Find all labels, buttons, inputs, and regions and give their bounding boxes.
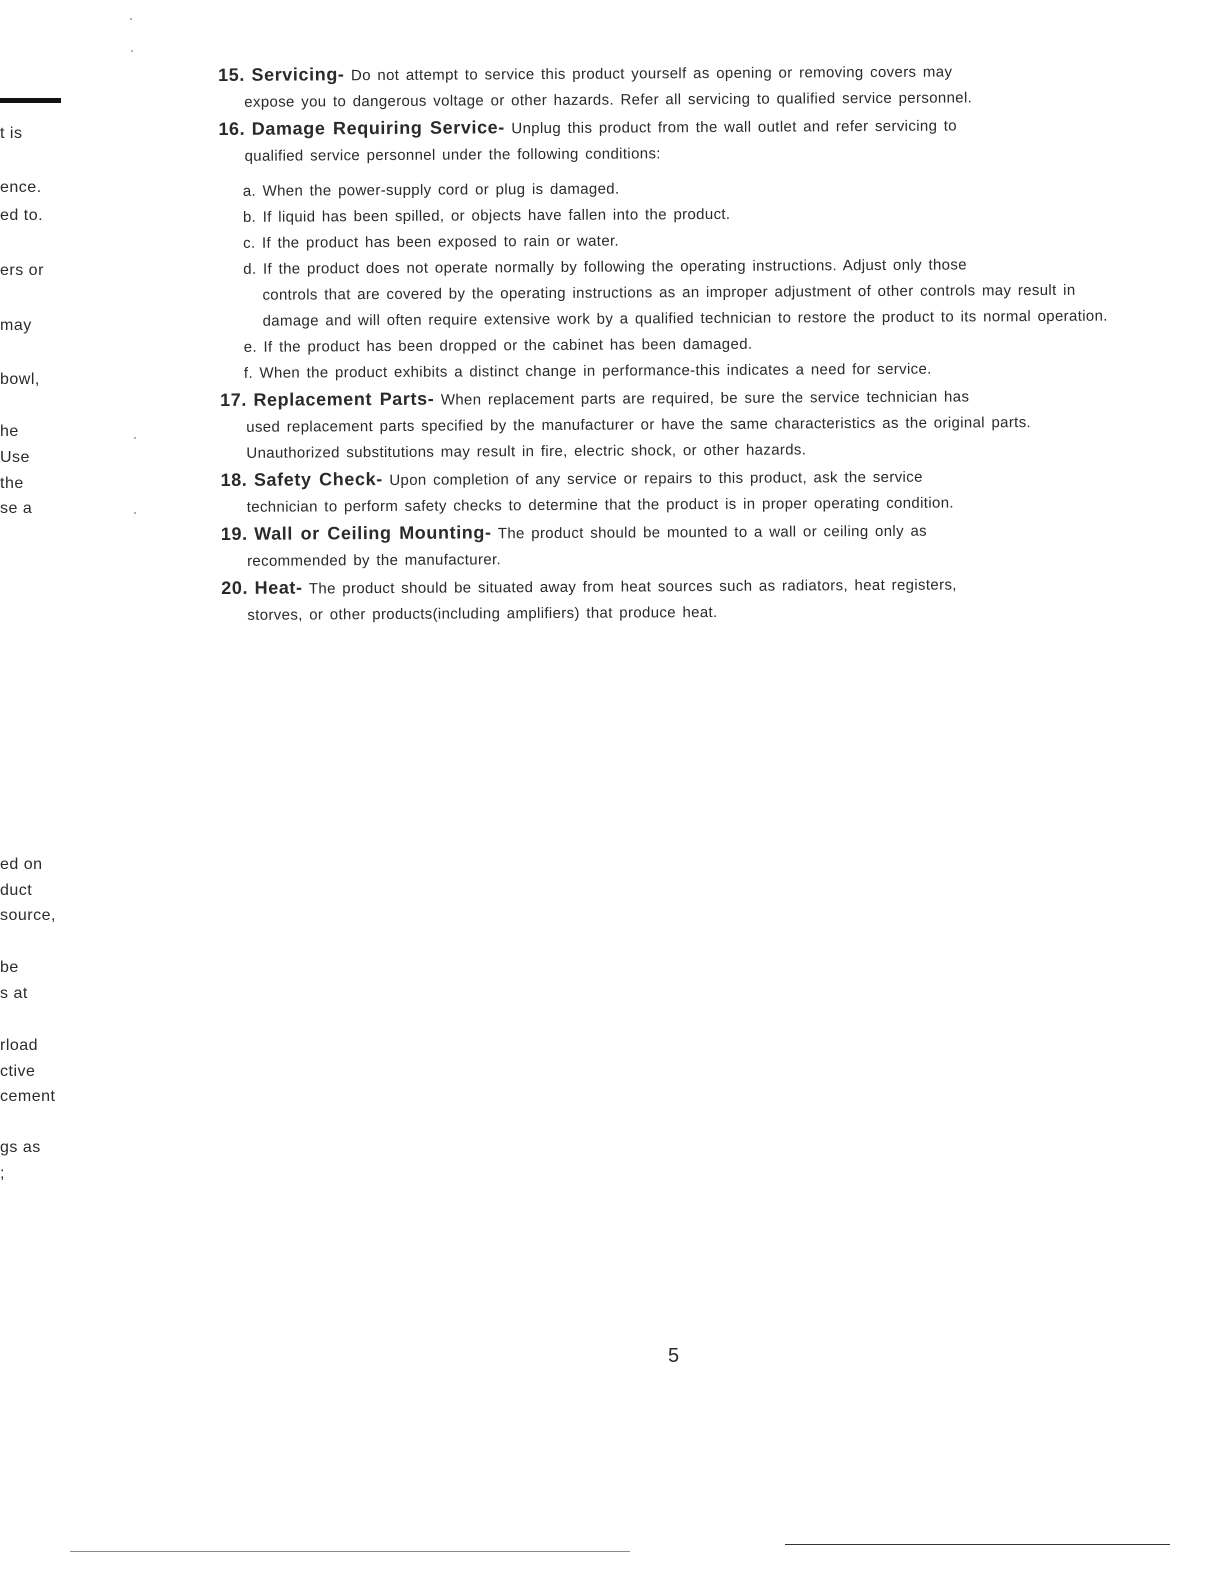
left-fragment: rload [0, 1037, 39, 1054]
scan-bottom-line [70, 1551, 630, 1552]
condition-text: When the power-supply cord or plug is damaged. [262, 180, 620, 200]
item-text-continuation: expose you to dangerous voltage or other hazards. Refer all servicing to qualified service personnel. [244, 89, 973, 111]
condition-text-continuation: controls that are covered by the operating instructions as an improper adjustment of other controls may result in damage and will often require extensive work by a qualified technician to restore the product to its normal operation. [262, 281, 1108, 330]
item-heading: Heat- [254, 577, 303, 598]
item-heading: Replacement Parts- [253, 388, 435, 410]
left-fragment: ers or [0, 262, 44, 279]
item-number: 17. [220, 389, 247, 410]
left-fragment: ence. [0, 179, 42, 196]
item-text-continuation: technician to perform safety checks to determine that the product is in proper operating condition. [246, 494, 954, 516]
condition-letter: b. [242, 208, 257, 226]
condition-text: If the product does not operate normally by following the operating instructions. Adjust only those [262, 256, 967, 278]
left-fragment: duct [0, 882, 33, 899]
instruction-item-18 [220, 461, 1120, 520]
left-fragment: ctive [0, 1063, 36, 1080]
instruction-item-19 [221, 515, 1121, 574]
item-text-continuation: qualified service personnel under the following conditions: [244, 145, 661, 165]
condition-text: If the product has been dropped or the cabinet has been damaged. [263, 335, 753, 356]
item-text-continuation: used replacement parts specified by the manufacturer or have the same characteristics as the original parts. Unauthorized substitutions may result in fire, electric shock, or other hazards. [246, 414, 1032, 462]
item-text: Upon completion of any service or repairs to this product, ask the service [389, 468, 923, 489]
scan-speck [131, 50, 133, 52]
instruction-item-15 [218, 57, 1118, 116]
condition-letter: a. [242, 182, 257, 200]
condition-item-d [243, 251, 1119, 334]
left-fragment: ; [0, 1165, 5, 1182]
left-column-rule [0, 98, 61, 103]
left-fragment: may [0, 317, 32, 334]
condition-letter: c. [243, 234, 256, 252]
item-heading: Wall or Ceiling Mounting- [254, 522, 492, 544]
safety-instructions-list [218, 57, 1121, 629]
item-number: 15. [218, 64, 245, 85]
item-text-continuation: storves, or other products(including amplifiers) that produce heat. [247, 603, 718, 624]
item-number: 18. [220, 469, 248, 490]
left-fragment: he [0, 423, 19, 440]
item-text-continuation: recommended by the manufacturer. [246, 551, 502, 570]
condition-list [243, 174, 1120, 387]
item-heading: Damage Requiring Service- [251, 117, 505, 139]
condition-letter: f. [243, 364, 254, 382]
condition-text: If the product has been exposed to rain or water. [261, 232, 620, 252]
left-fragment: se a [0, 500, 33, 517]
instruction-item-16 [218, 111, 1120, 387]
scan-speck [134, 437, 136, 439]
left-fragment: s at [0, 985, 28, 1002]
left-fragment: ed to. [0, 207, 44, 224]
left-fragment: source, [0, 907, 56, 924]
condition-text: If liquid has been spilled, or objects have fallen into the product. [262, 205, 731, 226]
scan-speck [130, 18, 132, 20]
item-text: Unplug this product from the wall outlet and refer servicing to [511, 117, 958, 138]
left-fragment: cement [0, 1088, 56, 1105]
item-text: The product should be mounted to a wall or ceiling only as [497, 522, 928, 543]
left-fragment: t is [0, 125, 23, 142]
left-fragment: gs as [0, 1139, 41, 1156]
instruction-item-17 [220, 381, 1120, 466]
left-fragment: bowl, [0, 371, 40, 388]
item-text: Do not attempt to service this product yourself as opening or removing covers may [350, 63, 953, 85]
left-fragment: Use [0, 449, 30, 466]
left-fragment: ed on [0, 856, 43, 873]
condition-letter: d. [243, 260, 257, 278]
page-number: 5 [668, 1345, 680, 1367]
condition-text: When the product exhibits a distinct change in performance-this indicates a need for service. [259, 360, 932, 382]
condition-letter: e. [243, 338, 258, 356]
item-heading: Servicing- [251, 64, 345, 85]
item-text: The product should be situated away from heat sources such as radiators, heat registers, [308, 576, 957, 598]
left-fragment: be [0, 959, 19, 976]
item-number: 20. [221, 577, 249, 598]
scan-bottom-line [785, 1544, 1170, 1545]
left-fragment: the [0, 475, 24, 492]
scan-speck [134, 512, 136, 514]
item-heading: Safety Check- [253, 469, 383, 490]
item-number: 16. [218, 118, 246, 139]
instruction-item-20 [221, 569, 1121, 628]
item-number: 19. [220, 523, 248, 544]
item-text: When replacement parts are required, be sure the service technician has [440, 388, 970, 409]
